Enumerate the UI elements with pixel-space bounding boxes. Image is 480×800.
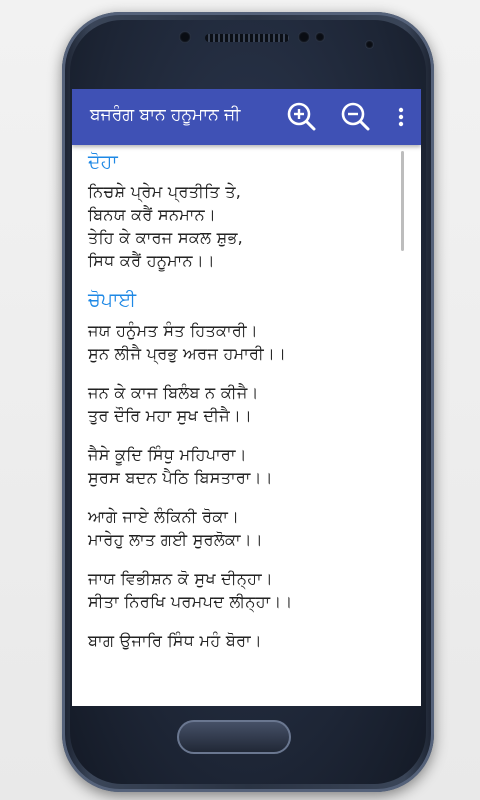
zoom-in-icon xyxy=(282,97,322,137)
chaupai-line: ਸੁਨ ਲੀਜੈ ਪ੍ਰਭੁ ਅਰਜ ਹਮਾਰੀ।। xyxy=(88,344,287,363)
chaupai-heading: ਚੋਪਾਈ xyxy=(88,289,137,311)
sensor-dot xyxy=(315,32,325,42)
overflow-menu-button[interactable] xyxy=(387,97,415,137)
chaupai-line: ਜਯ ਹਨੁੰਮਤ ਸੰਤ ਹਿਤਕਾਰੀ। xyxy=(88,321,258,340)
zoom-out-button[interactable] xyxy=(336,97,376,137)
scrollbar-thumb[interactable] xyxy=(401,151,404,251)
chaupai-line: ਮਾਰੇਹੁ ਲਾਤ ਗਈ ਸੁਰਲੋਕਾ।। xyxy=(88,530,263,549)
hymn-text-area[interactable] xyxy=(72,145,421,706)
zoom-in-button[interactable] xyxy=(282,97,322,137)
chaupai-line: ਜਨ ਕੇ ਕਾਜ ਬਿਲੰਬ ਨ ਕੀਜੈ। xyxy=(88,383,259,402)
chaupai-line: ਜਾਯ ਵਿਭੀਸ਼ਨ ਕੋ ਸੁਖ ਦੀਨ੍ਹਾ। xyxy=(88,569,273,588)
chaupai-line: ਤੁਰ ਦੌਰਿ ਮਹਾ ਸੁਖ ਦੀਜੈ।। xyxy=(88,406,253,425)
chaupai-line: ਆਗੇ ਜਾਏ ਲੰਕਿਨੀ ਰੋਕਾ। xyxy=(88,507,240,526)
sensor-dot xyxy=(179,31,191,43)
doha-line: ਬਿਨਯ ਕਰੈਂ ਸਨਮਾਨ। xyxy=(88,205,217,224)
app-screen xyxy=(72,89,421,706)
doha-line: ਸਿਧ ਕਰੈਂ ਹਨੂਮਾਨ।। xyxy=(88,251,215,270)
sensor-dot xyxy=(298,31,310,43)
doha-line: ਨਿਚਸ਼ੇ ਪ੍ਰੇਮ ਪ੍ਰਤੀਤਿ ਤੇ, xyxy=(88,182,242,201)
zoom-out-icon xyxy=(336,97,376,137)
chaupai-line: ਬਾਗ ਉਜਾਰਿ ਸਿੰਧ ਮਹੰ ਬੋਰਾ। xyxy=(88,631,263,650)
home-button[interactable] xyxy=(177,720,291,754)
doha-line: ਤੇਹਿ ਕੇ ਕਾਰਜ ਸਕਲ ਸ਼ੁਭ, xyxy=(88,228,244,247)
chaupai-line: ਜੈਸੇ ਕੂਦਿ ਸਿੰਧੁ ਮਹਿਪਾਰਾ। xyxy=(88,445,247,464)
app-bar xyxy=(72,89,421,145)
chaupai-line: ਸੁਰਸ ਬਦਨ ਪੈਠਿ ਬਿਸਤਾਰਾ।। xyxy=(88,468,273,487)
app-title: ਬਜਰੰਗ ਬਾਨ ਹਨੂਮਾਨ ਜੀ xyxy=(90,105,241,125)
more-vert-icon xyxy=(387,97,415,137)
chaupai-line: ਸੀਤਾ ਨਿਰਖਿ ਪਰਮਪਦ ਲੀਨ੍ਹਾ।। xyxy=(88,592,293,611)
front-camera xyxy=(365,40,374,49)
speaker-grille xyxy=(205,34,289,42)
doha-heading: ਦੋਹਾ xyxy=(88,151,118,173)
